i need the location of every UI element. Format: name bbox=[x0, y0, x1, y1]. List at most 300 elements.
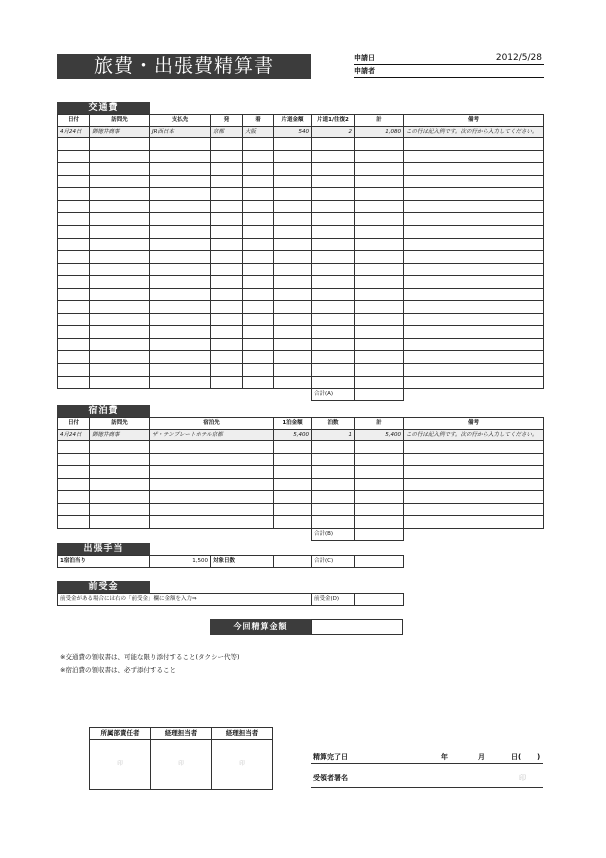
cell[interactable] bbox=[90, 516, 150, 529]
advance-row bbox=[58, 594, 404, 606]
cell[interactable] bbox=[58, 150, 90, 163]
cell[interactable] bbox=[211, 301, 243, 314]
cell[interactable] bbox=[211, 163, 243, 176]
table-row bbox=[58, 200, 544, 213]
cell[interactable] bbox=[404, 516, 544, 529]
cell[interactable] bbox=[90, 453, 150, 466]
cell[interactable] bbox=[58, 478, 90, 491]
cell[interactable] bbox=[355, 150, 404, 163]
cell[interactable] bbox=[312, 163, 355, 176]
table-row bbox=[58, 351, 544, 364]
cell[interactable] bbox=[150, 376, 211, 389]
cell[interactable] bbox=[58, 226, 90, 239]
cell[interactable] bbox=[312, 301, 355, 314]
advance-table bbox=[57, 593, 404, 606]
cell[interactable] bbox=[211, 326, 243, 339]
cell[interactable] bbox=[90, 138, 150, 151]
cell-date[interactable]: 4月24日 bbox=[58, 429, 90, 441]
cell[interactable] bbox=[355, 478, 404, 491]
table-row bbox=[58, 364, 544, 377]
cell[interactable] bbox=[312, 453, 355, 466]
table-row bbox=[58, 516, 544, 529]
cell[interactable] bbox=[312, 364, 355, 377]
cell[interactable] bbox=[355, 138, 404, 151]
cell[interactable] bbox=[150, 288, 211, 301]
applicant-label: 申請者 bbox=[354, 67, 375, 75]
cell[interactable] bbox=[58, 163, 90, 176]
cell[interactable] bbox=[211, 288, 243, 301]
cell[interactable] bbox=[312, 503, 355, 516]
cell[interactable] bbox=[243, 276, 274, 289]
cell[interactable] bbox=[355, 338, 404, 351]
cell[interactable] bbox=[274, 326, 312, 339]
cell[interactable] bbox=[58, 288, 90, 301]
cell[interactable] bbox=[150, 351, 211, 364]
cell-from[interactable]: 京都 bbox=[211, 126, 243, 138]
cell[interactable] bbox=[150, 478, 274, 491]
cell[interactable] bbox=[58, 138, 90, 151]
cell[interactable] bbox=[274, 138, 312, 151]
cell[interactable] bbox=[355, 301, 404, 314]
cell[interactable] bbox=[312, 226, 355, 239]
cell[interactable] bbox=[243, 138, 274, 151]
cell[interactable] bbox=[355, 503, 404, 516]
cell[interactable] bbox=[58, 313, 90, 326]
table-row bbox=[58, 429, 544, 441]
stamp-box-accounting-1[interactable]: 印 bbox=[151, 739, 212, 789]
cell[interactable] bbox=[211, 213, 243, 226]
allowance-total-value bbox=[355, 556, 404, 568]
cell[interactable] bbox=[312, 288, 355, 301]
cell[interactable] bbox=[243, 263, 274, 276]
cell[interactable] bbox=[355, 188, 404, 201]
cell-hotel[interactable]: ザ・テンプレートホテル京都 bbox=[150, 429, 274, 441]
lodging-total-row bbox=[58, 529, 544, 541]
cell[interactable] bbox=[274, 441, 312, 454]
cell[interactable] bbox=[312, 516, 355, 529]
cell[interactable] bbox=[274, 188, 312, 201]
cell[interactable] bbox=[404, 200, 544, 213]
cell[interactable] bbox=[150, 491, 274, 504]
cell-one-way[interactable]: 540 bbox=[274, 126, 312, 138]
cell[interactable] bbox=[211, 338, 243, 351]
cell[interactable] bbox=[243, 200, 274, 213]
transport-section-title: 交通費 bbox=[57, 102, 150, 114]
cell[interactable] bbox=[58, 516, 90, 529]
cell[interactable] bbox=[274, 163, 312, 176]
cell[interactable] bbox=[312, 441, 355, 454]
cell-nights[interactable]: 1 bbox=[312, 429, 355, 441]
note-receipt-transport: ※交通費の領収書は、可能な限り添付すること(タクシー代等) bbox=[60, 653, 240, 661]
table-row bbox=[58, 213, 544, 226]
table-row bbox=[58, 338, 544, 351]
table-row bbox=[58, 288, 544, 301]
cell[interactable] bbox=[355, 466, 404, 479]
cell[interactable] bbox=[211, 376, 243, 389]
settlement-value bbox=[311, 619, 403, 635]
cell[interactable] bbox=[58, 213, 90, 226]
cell[interactable] bbox=[150, 364, 211, 377]
recipient-signature-row[interactable] bbox=[311, 771, 543, 788]
cell[interactable] bbox=[211, 276, 243, 289]
cell[interactable] bbox=[90, 466, 150, 479]
cell[interactable] bbox=[274, 288, 312, 301]
cell[interactable] bbox=[58, 351, 90, 364]
cell-total: 1,080 bbox=[355, 126, 404, 138]
cell[interactable] bbox=[274, 213, 312, 226]
cell[interactable] bbox=[58, 251, 90, 264]
completion-date-row bbox=[311, 750, 543, 764]
cell[interactable] bbox=[90, 326, 150, 339]
cell-visit[interactable]: 御徳井商事 bbox=[90, 429, 150, 441]
cell[interactable] bbox=[58, 238, 90, 251]
cell[interactable] bbox=[211, 313, 243, 326]
cell[interactable] bbox=[150, 150, 211, 163]
cell[interactable] bbox=[404, 466, 544, 479]
cell[interactable] bbox=[58, 338, 90, 351]
cell[interactable] bbox=[211, 175, 243, 188]
cell[interactable] bbox=[243, 226, 274, 239]
cell-total: 5,400 bbox=[355, 429, 404, 441]
month-label: 月 bbox=[478, 753, 485, 761]
cell[interactable] bbox=[274, 338, 312, 351]
cell[interactable] bbox=[58, 376, 90, 389]
table-row bbox=[58, 376, 544, 389]
cell[interactable] bbox=[274, 503, 312, 516]
cell[interactable] bbox=[58, 188, 90, 201]
cell[interactable] bbox=[243, 338, 274, 351]
cell[interactable] bbox=[150, 516, 274, 529]
cell[interactable] bbox=[312, 478, 355, 491]
cell[interactable] bbox=[243, 238, 274, 251]
cell[interactable] bbox=[274, 351, 312, 364]
cell[interactable] bbox=[150, 138, 211, 151]
cell[interactable] bbox=[404, 376, 544, 389]
cell[interactable] bbox=[312, 138, 355, 151]
cell[interactable] bbox=[150, 226, 211, 239]
cell[interactable] bbox=[355, 276, 404, 289]
cell[interactable] bbox=[90, 150, 150, 163]
spacer bbox=[58, 389, 312, 401]
cell[interactable] bbox=[58, 326, 90, 339]
cell[interactable] bbox=[211, 364, 243, 377]
cell[interactable] bbox=[58, 175, 90, 188]
cell[interactable] bbox=[90, 338, 150, 351]
cell[interactable] bbox=[58, 301, 90, 314]
cell[interactable] bbox=[150, 503, 274, 516]
cell[interactable] bbox=[312, 466, 355, 479]
cell[interactable] bbox=[211, 251, 243, 264]
cell[interactable] bbox=[90, 276, 150, 289]
spacer bbox=[58, 529, 312, 541]
table-row bbox=[58, 126, 544, 138]
cell[interactable] bbox=[90, 263, 150, 276]
table-row bbox=[58, 453, 544, 466]
cell[interactable] bbox=[243, 175, 274, 188]
cell-trip-type[interactable]: 2 bbox=[312, 126, 355, 138]
cell-remarks[interactable]: この行は記入例です。次の行から入力してください。 bbox=[404, 429, 544, 441]
cell[interactable] bbox=[274, 175, 312, 188]
cell[interactable] bbox=[312, 491, 355, 504]
cell[interactable] bbox=[274, 516, 312, 529]
cell[interactable] bbox=[58, 453, 90, 466]
cell[interactable] bbox=[355, 351, 404, 364]
cell[interactable] bbox=[243, 150, 274, 163]
cell[interactable] bbox=[150, 213, 211, 226]
lodging-total-value bbox=[355, 529, 404, 541]
cell[interactable] bbox=[312, 351, 355, 364]
cell[interactable] bbox=[355, 163, 404, 176]
cell[interactable] bbox=[404, 326, 544, 339]
target-days-field[interactable] bbox=[274, 556, 312, 568]
lodging-section-title: 宿泊費 bbox=[57, 405, 150, 417]
cell[interactable] bbox=[90, 301, 150, 314]
cell[interactable] bbox=[58, 441, 90, 454]
cell[interactable] bbox=[211, 238, 243, 251]
cell[interactable] bbox=[211, 188, 243, 201]
cell[interactable] bbox=[355, 441, 404, 454]
table-row bbox=[58, 466, 544, 479]
cell[interactable] bbox=[90, 200, 150, 213]
cell[interactable] bbox=[404, 188, 544, 201]
cell[interactable] bbox=[150, 200, 211, 213]
lodging-table bbox=[57, 417, 544, 541]
cell[interactable] bbox=[355, 326, 404, 339]
cell[interactable] bbox=[312, 238, 355, 251]
cell[interactable] bbox=[243, 163, 274, 176]
year-label: 年 bbox=[441, 753, 448, 761]
cell[interactable] bbox=[243, 288, 274, 301]
cell[interactable] bbox=[355, 175, 404, 188]
cell[interactable] bbox=[404, 453, 544, 466]
cell[interactable] bbox=[90, 441, 150, 454]
cell[interactable] bbox=[404, 288, 544, 301]
cell[interactable] bbox=[312, 313, 355, 326]
cell[interactable] bbox=[243, 326, 274, 339]
cell[interactable] bbox=[404, 364, 544, 377]
cell[interactable] bbox=[404, 276, 544, 289]
cell[interactable] bbox=[355, 364, 404, 377]
cell[interactable] bbox=[211, 351, 243, 364]
cell[interactable] bbox=[404, 338, 544, 351]
cell[interactable] bbox=[312, 338, 355, 351]
cell[interactable] bbox=[150, 188, 211, 201]
cell[interactable] bbox=[355, 491, 404, 504]
cell[interactable] bbox=[90, 163, 150, 176]
cell[interactable] bbox=[404, 441, 544, 454]
cell[interactable] bbox=[274, 276, 312, 289]
cell[interactable] bbox=[355, 226, 404, 239]
close-paren: ) bbox=[537, 753, 541, 761]
cell[interactable] bbox=[274, 226, 312, 239]
cell[interactable] bbox=[90, 503, 150, 516]
cell[interactable] bbox=[355, 251, 404, 264]
cell[interactable] bbox=[150, 466, 274, 479]
cell[interactable] bbox=[90, 376, 150, 389]
cell[interactable] bbox=[274, 364, 312, 377]
cell[interactable] bbox=[150, 251, 211, 264]
cell[interactable] bbox=[312, 263, 355, 276]
per-night-value[interactable]: 1,500 bbox=[150, 556, 211, 568]
cell[interactable] bbox=[90, 351, 150, 364]
cell[interactable] bbox=[243, 351, 274, 364]
cell[interactable] bbox=[150, 276, 211, 289]
cell[interactable] bbox=[355, 288, 404, 301]
cell-to[interactable]: 大阪 bbox=[243, 126, 274, 138]
cell[interactable] bbox=[404, 351, 544, 364]
cell[interactable] bbox=[90, 213, 150, 226]
cell[interactable] bbox=[312, 326, 355, 339]
cell[interactable] bbox=[150, 326, 211, 339]
cell[interactable] bbox=[274, 376, 312, 389]
cell[interactable] bbox=[404, 313, 544, 326]
cell[interactable] bbox=[404, 226, 544, 239]
cell[interactable] bbox=[90, 491, 150, 504]
advance-field[interactable] bbox=[355, 594, 404, 606]
cell[interactable] bbox=[150, 238, 211, 251]
cell[interactable] bbox=[355, 200, 404, 213]
cell[interactable] bbox=[211, 138, 243, 151]
cell[interactable] bbox=[58, 276, 90, 289]
day-label: 日( bbox=[511, 753, 522, 761]
cell[interactable] bbox=[243, 376, 274, 389]
cell[interactable] bbox=[274, 478, 312, 491]
cell-remarks[interactable]: この行は記入例です。次の行から入力してください。 bbox=[404, 126, 544, 138]
cell[interactable] bbox=[150, 263, 211, 276]
cell[interactable] bbox=[355, 313, 404, 326]
advance-section-title: 前受金 bbox=[57, 581, 150, 593]
table-row bbox=[58, 238, 544, 251]
cell[interactable] bbox=[243, 313, 274, 326]
cell[interactable] bbox=[274, 150, 312, 163]
cell[interactable] bbox=[150, 175, 211, 188]
cell[interactable] bbox=[243, 251, 274, 264]
cell[interactable] bbox=[211, 150, 243, 163]
cell[interactable] bbox=[355, 516, 404, 529]
cell[interactable] bbox=[243, 188, 274, 201]
cell[interactable] bbox=[312, 150, 355, 163]
cell[interactable] bbox=[243, 364, 274, 377]
cell[interactable] bbox=[243, 301, 274, 314]
settlement-label: 今回精算金額 bbox=[210, 619, 311, 635]
cell[interactable] bbox=[355, 376, 404, 389]
cell[interactable] bbox=[58, 466, 90, 479]
cell[interactable] bbox=[312, 175, 355, 188]
table-row bbox=[58, 301, 544, 314]
cell[interactable] bbox=[274, 238, 312, 251]
cell[interactable] bbox=[58, 364, 90, 377]
cell[interactable] bbox=[274, 263, 312, 276]
cell[interactable] bbox=[404, 503, 544, 516]
cell[interactable] bbox=[150, 301, 211, 314]
cell[interactable] bbox=[150, 163, 211, 176]
cell[interactable] bbox=[404, 163, 544, 176]
cell[interactable] bbox=[312, 188, 355, 201]
cell[interactable] bbox=[312, 251, 355, 264]
cell[interactable] bbox=[404, 150, 544, 163]
application-date-field[interactable]: 2012/5/28 bbox=[495, 53, 542, 63]
cell[interactable] bbox=[90, 188, 150, 201]
cell-visit[interactable]: 御徳井商事 bbox=[90, 126, 150, 138]
cell[interactable] bbox=[274, 466, 312, 479]
cell[interactable] bbox=[355, 263, 404, 276]
cell[interactable] bbox=[274, 313, 312, 326]
cell[interactable] bbox=[58, 491, 90, 504]
cell[interactable] bbox=[312, 213, 355, 226]
cell[interactable] bbox=[274, 301, 312, 314]
cell[interactable] bbox=[150, 453, 274, 466]
cell[interactable] bbox=[90, 175, 150, 188]
cell[interactable] bbox=[312, 376, 355, 389]
cell[interactable] bbox=[150, 441, 274, 454]
cell[interactable] bbox=[90, 251, 150, 264]
col-visit: 訪問先 bbox=[90, 418, 150, 430]
cell[interactable] bbox=[274, 453, 312, 466]
table-row bbox=[58, 175, 544, 188]
col-to: 着 bbox=[243, 115, 274, 127]
cell[interactable] bbox=[274, 251, 312, 264]
lodging-total-label: 合計(B) bbox=[312, 529, 355, 541]
cell-date[interactable]: 4月24日 bbox=[58, 126, 90, 138]
cell[interactable] bbox=[312, 200, 355, 213]
stamp-box-accounting-2[interactable]: 印 bbox=[212, 739, 273, 789]
cell[interactable] bbox=[404, 251, 544, 264]
col-total: 計 bbox=[355, 418, 404, 430]
cell[interactable] bbox=[355, 238, 404, 251]
table-row bbox=[58, 263, 544, 276]
cell[interactable] bbox=[58, 263, 90, 276]
allowance-row bbox=[58, 556, 404, 568]
col-trip-type: 片道1/往復2 bbox=[312, 115, 355, 127]
advance-instruction: 前受金がある場合には右の「前受金」欄に金額を入力⇒ bbox=[58, 594, 312, 606]
cell-per-night[interactable]: 5,400 bbox=[274, 429, 312, 441]
cell[interactable] bbox=[312, 276, 355, 289]
cell[interactable] bbox=[274, 200, 312, 213]
cell[interactable] bbox=[211, 200, 243, 213]
cell[interactable] bbox=[355, 453, 404, 466]
table-row bbox=[58, 226, 544, 239]
cell[interactable] bbox=[90, 226, 150, 239]
transport-total-label: 合計(A) bbox=[312, 389, 355, 401]
cell[interactable] bbox=[150, 313, 211, 326]
completion-date-label: 精算完了日 bbox=[313, 753, 348, 761]
cell[interactable] bbox=[404, 491, 544, 504]
cell[interactable] bbox=[90, 364, 150, 377]
cell[interactable] bbox=[58, 200, 90, 213]
cell[interactable] bbox=[211, 263, 243, 276]
cell[interactable] bbox=[243, 213, 274, 226]
cell[interactable] bbox=[404, 213, 544, 226]
cell[interactable] bbox=[274, 491, 312, 504]
cell[interactable] bbox=[404, 301, 544, 314]
table-row bbox=[58, 441, 544, 454]
cell[interactable] bbox=[90, 288, 150, 301]
cell[interactable] bbox=[90, 313, 150, 326]
cell[interactable] bbox=[58, 503, 90, 516]
cell[interactable] bbox=[211, 226, 243, 239]
cell[interactable] bbox=[90, 478, 150, 491]
cell[interactable] bbox=[404, 175, 544, 188]
cell[interactable] bbox=[355, 213, 404, 226]
cell-payee[interactable]: JR西日本 bbox=[150, 126, 211, 138]
cell[interactable] bbox=[404, 138, 544, 151]
cell[interactable] bbox=[150, 338, 211, 351]
cell[interactable] bbox=[90, 238, 150, 251]
cell[interactable] bbox=[404, 263, 544, 276]
cell[interactable] bbox=[404, 238, 544, 251]
cell[interactable] bbox=[404, 478, 544, 491]
stamp-box-dept-head[interactable]: 印 bbox=[90, 739, 151, 789]
